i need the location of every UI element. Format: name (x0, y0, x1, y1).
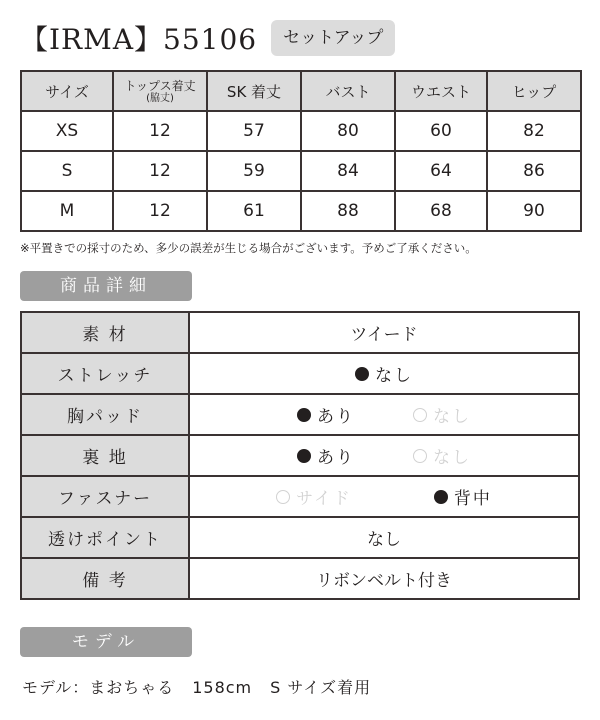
detail-value: なし (189, 517, 579, 558)
waist-cell: 64 (395, 151, 487, 191)
tops-length-cell: 12 (113, 151, 207, 191)
col-tops-length-label: トップス着丈 (124, 78, 196, 93)
detail-label: 裏 地 (21, 435, 189, 476)
bust-cell: 80 (301, 111, 395, 151)
detail-row-pad (21, 394, 579, 435)
model-section-label: モデル (20, 627, 192, 657)
detail-row-remarks (21, 558, 579, 599)
option-label: あり (317, 448, 355, 468)
filled-circle-icon (434, 490, 448, 504)
filled-circle-icon (355, 367, 369, 381)
title-row (20, 18, 395, 58)
detail-row-material (21, 312, 579, 353)
detail-row-sheer (21, 517, 579, 558)
model-size: S サイズ着用 (270, 678, 372, 697)
option-label: 背中 (453, 489, 492, 509)
option-unselected (276, 484, 352, 509)
product-title: 【IRMA】55106 (20, 23, 258, 56)
option-unselected (413, 443, 471, 468)
category-tag: セットアップ (271, 20, 395, 56)
hip-cell: 82 (487, 111, 581, 151)
option-label: なし (375, 366, 413, 386)
detail-label: ストレッチ (21, 353, 189, 394)
tops-length-cell: 12 (113, 191, 207, 231)
model-name: モデル：まおちゃる (22, 678, 175, 697)
detail-label: 備 考 (21, 558, 189, 599)
option-selected (355, 361, 413, 386)
filled-circle-icon (297, 449, 311, 463)
detail-label: ファスナー (21, 476, 189, 517)
model-info (22, 675, 389, 698)
col-size: サイズ (21, 71, 113, 111)
details-section-label: 商品詳細 (20, 271, 192, 301)
tops-length-cell: 12 (113, 111, 207, 151)
sk-length-cell: 59 (207, 151, 301, 191)
col-tops-length (113, 71, 207, 111)
filled-circle-icon (297, 408, 311, 422)
table-row (21, 111, 581, 151)
detail-value (189, 394, 579, 435)
size-cell: S (21, 151, 113, 191)
empty-circle-icon (413, 449, 427, 463)
col-sk-length: SK 着丈 (207, 71, 301, 111)
option-label: なし (433, 448, 471, 468)
col-hip: ヒップ (487, 71, 581, 111)
option-selected (297, 443, 355, 468)
detail-value: ツイード (189, 312, 579, 353)
col-waist: ウエスト (395, 71, 487, 111)
col-tops-length-sub: (脇丈) (146, 92, 174, 104)
col-bust: バスト (301, 71, 395, 111)
hip-cell: 90 (487, 191, 581, 231)
measurement-note: ※平置きでの採寸のため、多少の誤差が生じる場合がございます。予めご了承ください。 (20, 241, 477, 255)
detail-label: 素 材 (21, 312, 189, 353)
detail-row-stretch (21, 353, 579, 394)
option-label: あり (317, 407, 355, 427)
model-height: 158cm (192, 678, 253, 697)
waist-cell: 68 (395, 191, 487, 231)
detail-value: リボンベルト付き (189, 558, 579, 599)
hip-cell: 86 (487, 151, 581, 191)
sk-length-cell: 57 (207, 111, 301, 151)
bust-cell: 88 (301, 191, 395, 231)
detail-row-lining (21, 435, 579, 476)
waist-cell: 60 (395, 111, 487, 151)
detail-label: 胸パッド (21, 394, 189, 435)
option-unselected (413, 402, 471, 427)
detail-value (189, 353, 579, 394)
empty-circle-icon (413, 408, 427, 422)
detail-value (189, 476, 579, 517)
sk-length-cell: 61 (207, 191, 301, 231)
bust-cell: 84 (301, 151, 395, 191)
option-label: なし (433, 407, 471, 427)
table-row (21, 191, 581, 231)
size-table (20, 70, 582, 232)
empty-circle-icon (276, 490, 290, 504)
size-table-header (21, 71, 581, 111)
detail-label: 透けポイント (21, 517, 189, 558)
table-row (21, 151, 581, 191)
size-cell: M (21, 191, 113, 231)
detail-row-zipper (21, 476, 579, 517)
details-table (20, 311, 580, 600)
option-label: サイド (296, 489, 352, 509)
option-selected (434, 484, 492, 509)
size-cell: XS (21, 111, 113, 151)
option-selected (297, 402, 355, 427)
detail-value (189, 435, 579, 476)
